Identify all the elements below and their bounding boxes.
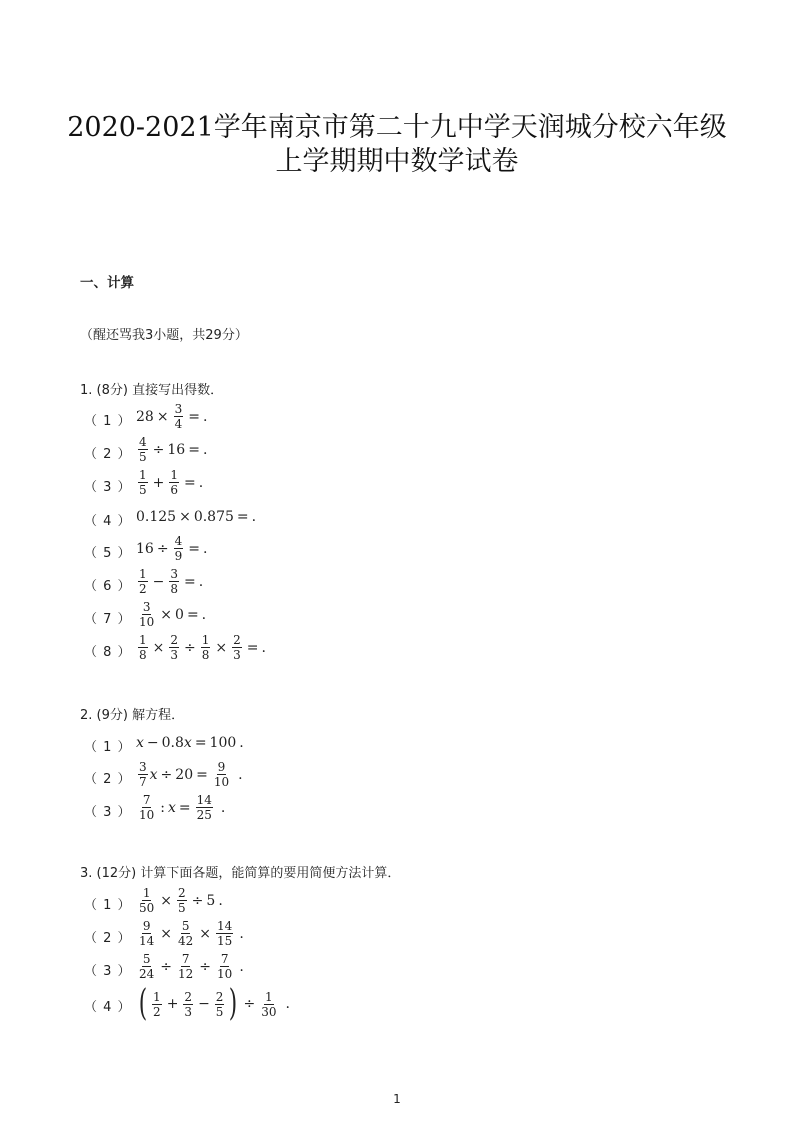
q3-item-3-expression: $\frac{5}{24}$ ÷ $\frac{7}{12}$ ÷ $\frac{7}{10}$ . (139, 952, 244, 981)
q2-item-3-expression: $\frac{7}{10}$ : x = $\frac{14}{25}$ . (139, 793, 226, 822)
page-title-line-2: 上学期期中数学试卷 (275, 146, 519, 177)
q1-item-6-expression: $\frac{1}{2}$ − $\frac{3}{8}$ = . (139, 567, 204, 596)
q3-item-3-label: （ 3 ） (84, 964, 132, 979)
section-heading: 一、计算 (80, 275, 134, 291)
q2-item-2-expression: $\frac{3}{7}$ x ÷ 20 = $\frac{9}{10}$ . (139, 760, 243, 789)
q1-item-3-expression: $\frac{1}{5}$ + $\frac{1}{6}$ = . (139, 468, 204, 497)
page-number: 1 (393, 1092, 401, 1106)
q1-item-1-expression: 28 × $\frac{3}{4}$ = . (136, 402, 208, 431)
q3-item-2-expression: $\frac{9}{14}$ × $\frac{5}{42}$ × $\frac{14}{15}$ . (139, 919, 244, 948)
q3-item-1-label: （ 1 ） (84, 898, 132, 913)
q1-item-2-label: （ 2 ） (84, 447, 132, 462)
q3-item-2-label: （ 2 ） (84, 931, 132, 946)
q1-item-8-label: （ 8 ） (84, 645, 132, 660)
q1-item-1-label: （ 1 ） (84, 414, 132, 429)
q1-item-5-expression: 16 ÷ $\frac{4}{9}$ = . (136, 534, 208, 563)
question-1-stem: 1. (8分) 直接写出得数． (80, 383, 224, 398)
q1-item-6-label: （ 6 ） (84, 579, 132, 594)
q3-item-4-expression: ( $\frac{1}{2}$ + $\frac{2}{3}$ − $\frac{2}{5}$ ) ÷ $\frac{1}{30}$ . (138, 983, 290, 1024)
q3-item-4-label: （ 4 ） (84, 1000, 132, 1015)
q1-item-4-expression: 0.125 × 0.875 = . (136, 509, 257, 525)
q2-item-1-label: （ 1 ） (84, 740, 132, 755)
question-3-stem: 3. (12分) 计算下面各题，能简算的要用简便方法计算． (80, 866, 401, 881)
q1-item-4-label: （ 4 ） (84, 514, 132, 529)
page-title-line-1: 2020-2021学年南京市第二十九中学天润城分校六年级 (67, 112, 727, 143)
q1-item-8-expression: $\frac{1}{8}$ × $\frac{2}{3}$ ÷ $\frac{1}{8}$ × $\frac{2}{3}$ = . (139, 633, 266, 662)
question-2-stem: 2. (9分) 解方程． (80, 708, 185, 723)
q1-item-7-label: （ 7 ） (84, 612, 132, 627)
q1-item-3-label: （ 3 ） (84, 480, 132, 495)
q1-item-5-label: （ 5 ） (84, 546, 132, 561)
q2-item-1-expression: x − 0.8 x = 100 . (136, 735, 244, 751)
q1-item-7-expression: $\frac{3}{10}$ × 0 = . (139, 600, 207, 629)
q2-item-3-label: （ 3 ） (84, 805, 132, 820)
q3-item-1-expression: $\frac{1}{50}$ × $\frac{2}{5}$ ÷ 5 . (139, 886, 223, 915)
q1-item-2-expression: $\frac{4}{5}$ ÷ 16 = . (139, 435, 208, 464)
section-note: （醒还骂我3小题，共29分） (80, 328, 248, 343)
q2-item-2-label: （ 2 ） (84, 772, 132, 787)
